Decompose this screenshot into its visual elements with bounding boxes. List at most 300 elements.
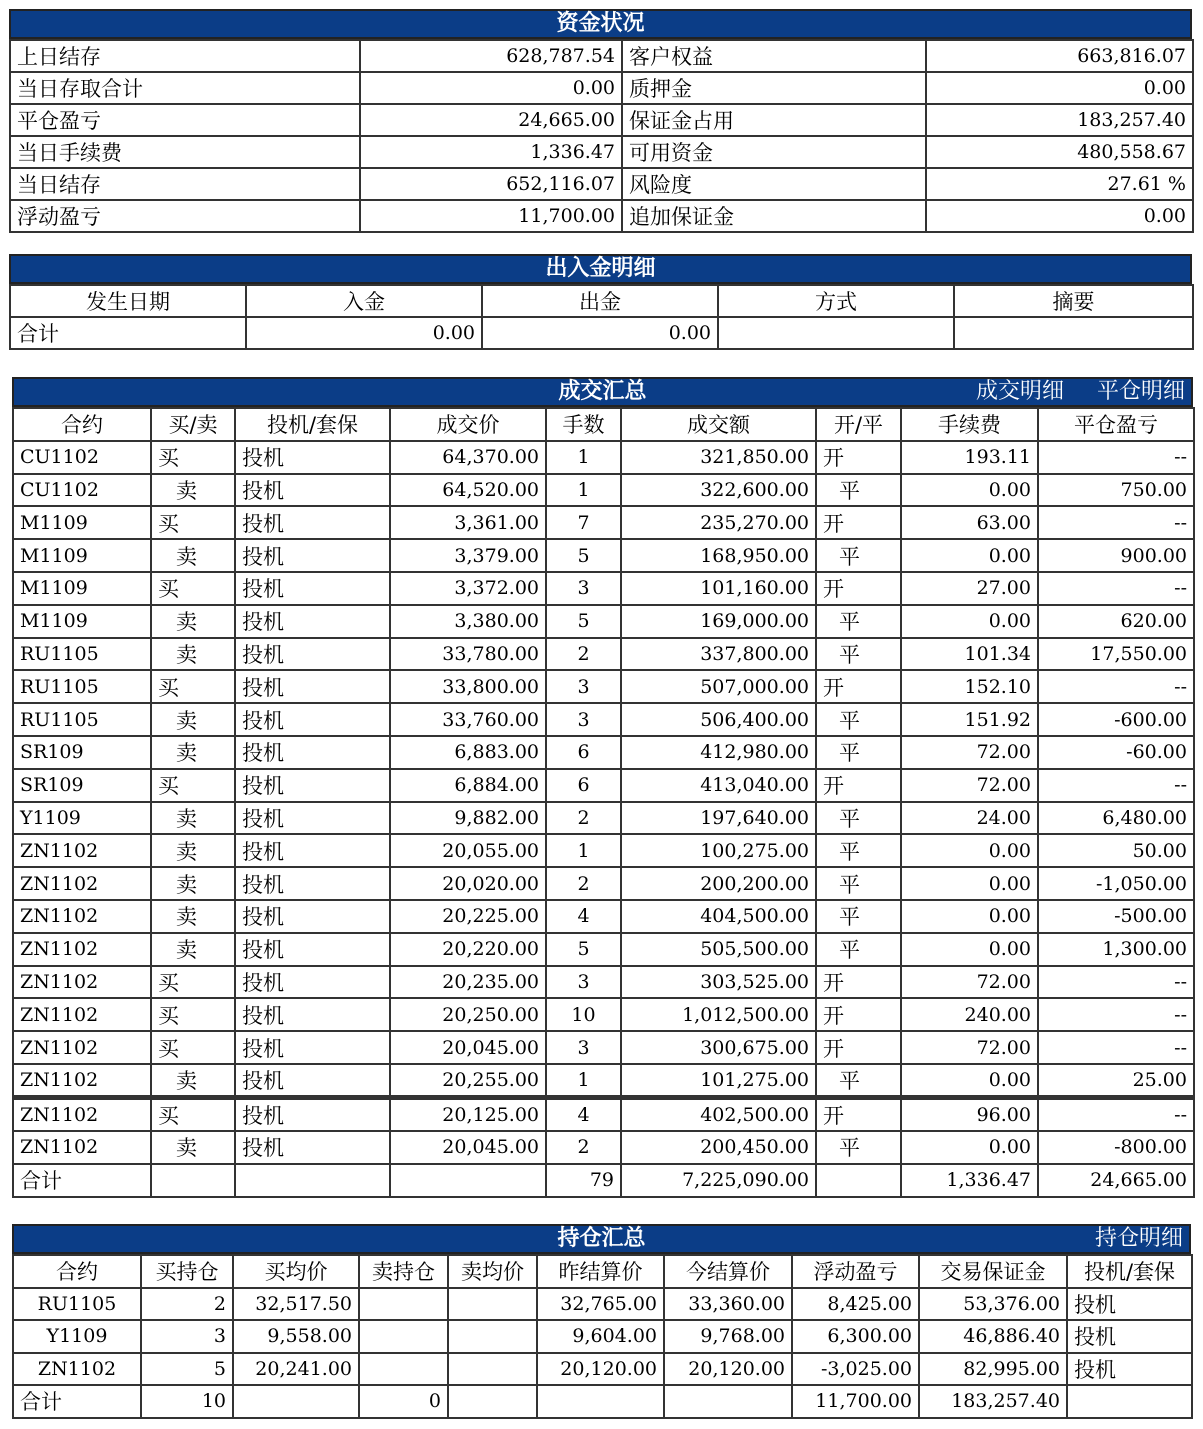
funds-row	[10, 200, 1193, 232]
trade-lots: 3	[546, 670, 621, 703]
trade-lots: 10	[546, 998, 621, 1031]
trade-pnl: 1,300.00	[1038, 933, 1194, 966]
trade-hedge: 投机	[235, 802, 390, 835]
trade-hedge: 投机	[235, 867, 390, 900]
trades-total-contract: 合计	[13, 1164, 151, 1197]
cash-total-out: 0.00	[482, 317, 718, 349]
pos-buy-qty: 2	[141, 1288, 233, 1321]
trade-openclose: 平	[816, 933, 901, 966]
trade-openclose: 开	[816, 670, 901, 703]
trade-price: 20,225.00	[390, 900, 546, 933]
trade-pnl: 17,550.00	[1038, 638, 1194, 671]
funds-value: 480,558.67	[926, 136, 1193, 168]
trade-side: 卖	[151, 703, 235, 736]
pos-prev-settle: 32,765.00	[537, 1288, 664, 1321]
trade-price: 33,800.00	[390, 670, 546, 703]
trade-fee: 96.00	[901, 1097, 1038, 1131]
trade-contract: CU1102	[13, 474, 151, 507]
cash-total-method	[718, 317, 954, 349]
trade-hedge: 投机	[235, 736, 390, 769]
table-row	[13, 638, 1194, 671]
trade-hedge: 投机	[235, 998, 390, 1031]
funds-value: 0.00	[360, 72, 622, 104]
cash-total-row	[10, 317, 1193, 349]
trades-total-row	[13, 1164, 1194, 1197]
cash-table	[9, 284, 1194, 350]
trade-lots: 3	[546, 966, 621, 999]
trades-header-fee: 手续费	[901, 408, 1038, 441]
trade-fee: 0.00	[901, 539, 1038, 572]
trade-side: 卖	[151, 539, 235, 572]
trade-amount: 200,200.00	[621, 867, 816, 900]
table-row	[13, 506, 1194, 539]
funds-value: 652,116.07	[360, 168, 622, 200]
cash-header-row	[10, 285, 1193, 317]
trade-pnl: --	[1038, 441, 1194, 474]
trade-side: 买	[151, 1097, 235, 1131]
trades-header-contract: 合约	[13, 408, 151, 441]
position-detail-link[interactable]: 持仓明细	[1094, 1226, 1183, 1251]
trade-amount: 200,450.00	[621, 1131, 816, 1164]
trade-contract: ZN1102	[13, 933, 151, 966]
trades-total-openclose	[816, 1164, 901, 1197]
trade-fee: 0.00	[901, 1131, 1038, 1164]
positions-header-float-pnl: 浮动盈亏	[792, 1255, 919, 1288]
trade-lots: 2	[546, 1131, 621, 1164]
funds-label: 平仓盈亏	[10, 104, 360, 136]
funds-value: 628,787.54	[360, 40, 622, 72]
trade-side: 卖	[151, 933, 235, 966]
positions-total-prev-settle	[537, 1385, 664, 1418]
trade-price: 33,760.00	[390, 703, 546, 736]
cash-total-in: 0.00	[246, 317, 482, 349]
trade-price: 20,125.00	[390, 1097, 546, 1131]
trade-amount: 1,012,500.00	[621, 998, 816, 1031]
trade-pnl: --	[1038, 670, 1194, 703]
positions-title: 持仓汇总	[557, 1226, 646, 1251]
trade-fee: 63.00	[901, 506, 1038, 539]
table-row	[13, 802, 1194, 835]
table-row	[13, 605, 1194, 638]
funds-table	[9, 39, 1194, 233]
trade-lots: 1	[546, 474, 621, 507]
trade-openclose: 开	[816, 572, 901, 605]
trades-total-amount: 7,225,090.00	[621, 1164, 816, 1197]
trade-side: 卖	[151, 1064, 235, 1098]
table-row	[13, 1097, 1194, 1131]
trades-header-pnl: 平仓盈亏	[1038, 408, 1194, 441]
trade-hedge: 投机	[235, 441, 390, 474]
trade-fee: 72.00	[901, 966, 1038, 999]
pos-contract: RU1105	[13, 1288, 141, 1321]
positions-header-sell-qty: 卖持仓	[359, 1255, 448, 1288]
funds-value: 1,336.47	[360, 136, 622, 168]
positions-header-row	[13, 1255, 1192, 1288]
table-row	[13, 539, 1194, 572]
funds-label: 当日结存	[10, 168, 360, 200]
funds-value: 0.00	[926, 72, 1193, 104]
trade-lots: 5	[546, 539, 621, 572]
trade-contract: RU1105	[13, 703, 151, 736]
table-row	[13, 1031, 1194, 1064]
positions-header-sell-avg: 卖均价	[448, 1255, 537, 1288]
trade-fee: 27.00	[901, 572, 1038, 605]
trades-section	[12, 377, 1193, 1198]
trade-fee: 0.00	[901, 834, 1038, 867]
pos-float-pnl: -3,025.00	[792, 1353, 919, 1386]
trade-amount: 321,850.00	[621, 441, 816, 474]
trade-price: 3,380.00	[390, 605, 546, 638]
trade-lots: 2	[546, 638, 621, 671]
trade-contract: SR109	[13, 769, 151, 802]
trade-pnl: --	[1038, 1097, 1194, 1131]
trade-price: 64,370.00	[390, 441, 546, 474]
trade-fee: 101.34	[901, 638, 1038, 671]
cash-total-label: 合计	[10, 317, 246, 349]
trade-lots: 1	[546, 441, 621, 474]
trades-header-side: 买/卖	[151, 408, 235, 441]
trade-price: 20,220.00	[390, 933, 546, 966]
trade-pnl: -500.00	[1038, 900, 1194, 933]
trade-price: 64,520.00	[390, 474, 546, 507]
trade-price: 20,045.00	[390, 1131, 546, 1164]
pos-margin: 46,886.40	[919, 1320, 1067, 1353]
trade-side: 卖	[151, 834, 235, 867]
trade-contract: ZN1102	[13, 998, 151, 1031]
trade-price: 20,250.00	[390, 998, 546, 1031]
trade-fee: 0.00	[901, 867, 1038, 900]
positions-total-float-pnl: 11,700.00	[792, 1385, 919, 1418]
trade-amount: 100,275.00	[621, 834, 816, 867]
funds-label: 客户权益	[622, 40, 926, 72]
pos-settle: 9,768.00	[664, 1320, 792, 1353]
positions-header-contract: 合约	[13, 1255, 141, 1288]
trade-side: 卖	[151, 867, 235, 900]
funds-value: 183,257.40	[926, 104, 1193, 136]
pos-sell-qty	[359, 1288, 448, 1321]
trade-price: 20,255.00	[390, 1064, 546, 1098]
trade-amount: 101,160.00	[621, 572, 816, 605]
trade-contract: M1109	[13, 605, 151, 638]
trade-side: 卖	[151, 638, 235, 671]
cash-header-out: 出金	[482, 285, 718, 317]
trade-side: 卖	[151, 605, 235, 638]
trades-total-lots: 79	[546, 1164, 621, 1197]
funds-label: 质押金	[622, 72, 926, 104]
trade-pnl: -600.00	[1038, 703, 1194, 736]
trade-pnl: --	[1038, 506, 1194, 539]
pos-contract: ZN1102	[13, 1353, 141, 1386]
trade-fee: 240.00	[901, 998, 1038, 1031]
positions-total-settle	[664, 1385, 792, 1418]
positions-total-sell-qty: 0	[359, 1385, 448, 1418]
trade-pnl: 6,480.00	[1038, 802, 1194, 835]
trade-pnl: 50.00	[1038, 834, 1194, 867]
trade-price: 20,055.00	[390, 834, 546, 867]
trades-header-amount: 成交额	[621, 408, 816, 441]
trade-amount: 402,500.00	[621, 1097, 816, 1131]
table-row	[13, 769, 1194, 802]
trade-pnl: -800.00	[1038, 1131, 1194, 1164]
table-row	[13, 966, 1194, 999]
trade-hedge: 投机	[235, 1064, 390, 1098]
trade-amount: 322,600.00	[621, 474, 816, 507]
pos-sell-qty	[359, 1320, 448, 1353]
trade-side: 买	[151, 998, 235, 1031]
trade-price: 9,882.00	[390, 802, 546, 835]
pos-buy-avg: 32,517.50	[233, 1288, 359, 1321]
trade-side: 卖	[151, 802, 235, 835]
pos-float-pnl: 6,300.00	[792, 1320, 919, 1353]
trade-amount: 404,500.00	[621, 900, 816, 933]
trade-fee: 72.00	[901, 769, 1038, 802]
pos-sell-qty	[359, 1353, 448, 1386]
trade-hedge: 投机	[235, 638, 390, 671]
trade-amount: 412,980.00	[621, 736, 816, 769]
funds-label: 保证金占用	[622, 104, 926, 136]
funds-title: 资金状况	[9, 9, 1192, 39]
table-row	[13, 900, 1194, 933]
trade-amount: 507,000.00	[621, 670, 816, 703]
trade-fee: 151.92	[901, 703, 1038, 736]
trade-fee: 72.00	[901, 736, 1038, 769]
table-row	[13, 1288, 1192, 1321]
trade-pnl: 900.00	[1038, 539, 1194, 572]
trade-pnl: --	[1038, 769, 1194, 802]
trade-openclose: 平	[816, 474, 901, 507]
trade-side: 买	[151, 441, 235, 474]
trade-side: 买	[151, 966, 235, 999]
table-row	[13, 834, 1194, 867]
trade-hedge: 投机	[235, 900, 390, 933]
trade-contract: ZN1102	[13, 1031, 151, 1064]
trade-lots: 2	[546, 867, 621, 900]
trade-price: 6,883.00	[390, 736, 546, 769]
trade-pnl: -1,050.00	[1038, 867, 1194, 900]
trades-total-fee: 1,336.47	[901, 1164, 1038, 1197]
trade-fee: 152.10	[901, 670, 1038, 703]
trade-openclose: 开	[816, 441, 901, 474]
trades-header-openclose: 开/平	[816, 408, 901, 441]
funds-label: 当日存取合计	[10, 72, 360, 104]
positions-total-buy-qty: 10	[141, 1385, 233, 1418]
trade-openclose: 平	[816, 605, 901, 638]
funds-row	[10, 40, 1193, 72]
trades-header-row	[13, 408, 1194, 441]
funds-value: 11,700.00	[360, 200, 622, 232]
pos-hedge: 投机	[1067, 1320, 1192, 1353]
trades-header-hedge: 投机/套保	[235, 408, 390, 441]
trade-amount: 505,500.00	[621, 933, 816, 966]
pos-buy-avg: 9,558.00	[233, 1320, 359, 1353]
funds-row	[10, 168, 1193, 200]
trade-hedge: 投机	[235, 933, 390, 966]
cash-header-method: 方式	[718, 285, 954, 317]
positions-total-row	[13, 1385, 1192, 1418]
trades-title: 成交汇总	[558, 379, 647, 404]
trade-hedge: 投机	[235, 572, 390, 605]
trade-pnl: --	[1038, 966, 1194, 999]
trade-side: 买	[151, 769, 235, 802]
funds-value: 0.00	[926, 200, 1193, 232]
trade-openclose: 平	[816, 638, 901, 671]
pos-float-pnl: 8,425.00	[792, 1288, 919, 1321]
trades-header-price: 成交价	[390, 408, 546, 441]
trade-detail-link[interactable]: 成交明细	[975, 379, 1064, 404]
funds-section	[9, 9, 1192, 233]
trade-amount: 101,275.00	[621, 1064, 816, 1098]
trade-contract: ZN1102	[13, 1064, 151, 1098]
trade-fee: 24.00	[901, 802, 1038, 835]
positions-header-hedge: 投机/套保	[1067, 1255, 1192, 1288]
funds-label: 当日手续费	[10, 136, 360, 168]
close-detail-link[interactable]: 平仓明细	[1096, 379, 1185, 404]
trade-pnl: 620.00	[1038, 605, 1194, 638]
trade-contract: SR109	[13, 736, 151, 769]
cash-total-memo	[954, 317, 1193, 349]
funds-row	[10, 104, 1193, 136]
trade-lots: 3	[546, 703, 621, 736]
trade-fee: 0.00	[901, 1064, 1038, 1098]
trade-fee: 0.00	[901, 474, 1038, 507]
trade-hedge: 投机	[235, 474, 390, 507]
trade-amount: 300,675.00	[621, 1031, 816, 1064]
trade-amount: 235,270.00	[621, 506, 816, 539]
funds-value: 663,816.07	[926, 40, 1193, 72]
trades-total-side	[151, 1164, 235, 1197]
positions-total-buy-avg	[233, 1385, 359, 1418]
trade-pnl: --	[1038, 572, 1194, 605]
funds-label: 浮动盈亏	[10, 200, 360, 232]
pos-prev-settle: 9,604.00	[537, 1320, 664, 1353]
table-row	[13, 998, 1194, 1031]
trade-side: 卖	[151, 474, 235, 507]
pos-buy-qty: 5	[141, 1353, 233, 1386]
trade-lots: 6	[546, 736, 621, 769]
trade-side: 买	[151, 572, 235, 605]
funds-label: 上日结存	[10, 40, 360, 72]
table-row	[13, 441, 1194, 474]
positions-title-bar	[12, 1224, 1191, 1254]
table-row	[13, 670, 1194, 703]
trade-openclose: 开	[816, 1031, 901, 1064]
trade-contract: ZN1102	[13, 1097, 151, 1131]
trade-pnl: -60.00	[1038, 736, 1194, 769]
trade-pnl: 750.00	[1038, 474, 1194, 507]
trade-amount: 337,800.00	[621, 638, 816, 671]
trade-hedge: 投机	[235, 703, 390, 736]
trade-side: 卖	[151, 1131, 235, 1164]
trade-openclose: 开	[816, 966, 901, 999]
trade-hedge: 投机	[235, 1097, 390, 1131]
trade-hedge: 投机	[235, 539, 390, 572]
trade-lots: 1	[546, 1064, 621, 1098]
trade-openclose: 开	[816, 506, 901, 539]
pos-hedge: 投机	[1067, 1288, 1192, 1321]
pos-contract: Y1109	[13, 1320, 141, 1353]
trade-lots: 3	[546, 572, 621, 605]
trade-hedge: 投机	[235, 966, 390, 999]
trade-lots: 5	[546, 933, 621, 966]
trade-side: 卖	[151, 736, 235, 769]
table-row	[13, 933, 1194, 966]
table-row	[13, 1131, 1194, 1164]
trade-openclose: 平	[816, 802, 901, 835]
trade-openclose: 平	[816, 1131, 901, 1164]
pos-margin: 53,376.00	[919, 1288, 1067, 1321]
funds-label: 风险度	[622, 168, 926, 200]
trade-side: 卖	[151, 900, 235, 933]
trade-amount: 303,525.00	[621, 966, 816, 999]
funds-row	[10, 72, 1193, 104]
pos-sell-avg	[448, 1288, 537, 1321]
trade-fee: 0.00	[901, 933, 1038, 966]
trade-lots: 5	[546, 605, 621, 638]
trades-total-hedge	[235, 1164, 390, 1197]
trade-fee: 0.00	[901, 900, 1038, 933]
trade-amount: 169,000.00	[621, 605, 816, 638]
cash-title: 出入金明细	[9, 254, 1192, 284]
trade-contract: Y1109	[13, 802, 151, 835]
trade-contract: ZN1102	[13, 1131, 151, 1164]
funds-label: 可用资金	[622, 136, 926, 168]
trade-contract: M1109	[13, 506, 151, 539]
trade-price: 33,780.00	[390, 638, 546, 671]
trade-fee: 0.00	[901, 605, 1038, 638]
trade-lots: 4	[546, 1097, 621, 1131]
trade-lots: 1	[546, 834, 621, 867]
table-row	[13, 1064, 1194, 1098]
trade-amount: 197,640.00	[621, 802, 816, 835]
cash-header-in: 入金	[246, 285, 482, 317]
table-row	[13, 474, 1194, 507]
trade-contract: M1109	[13, 572, 151, 605]
funds-value: 27.61 %	[926, 168, 1193, 200]
trade-openclose: 平	[816, 703, 901, 736]
positions-total-margin: 183,257.40	[919, 1385, 1067, 1418]
positions-total-hedge	[1067, 1385, 1192, 1418]
pos-sell-avg	[448, 1353, 537, 1386]
pos-prev-settle: 20,120.00	[537, 1353, 664, 1386]
trade-side: 买	[151, 1031, 235, 1064]
positions-section	[12, 1224, 1191, 1419]
pos-buy-avg: 20,241.00	[233, 1353, 359, 1386]
trade-price: 3,379.00	[390, 539, 546, 572]
table-row	[13, 1320, 1192, 1353]
trade-fee: 193.11	[901, 441, 1038, 474]
pos-hedge: 投机	[1067, 1353, 1192, 1386]
positions-header-buy-qty: 买持仓	[141, 1255, 233, 1288]
trade-side: 买	[151, 670, 235, 703]
trade-contract: ZN1102	[13, 966, 151, 999]
cash-header-memo: 摘要	[954, 285, 1193, 317]
trade-contract: RU1105	[13, 638, 151, 671]
trade-pnl: --	[1038, 1031, 1194, 1064]
trade-openclose: 平	[816, 834, 901, 867]
trade-openclose: 平	[816, 1064, 901, 1098]
trade-amount: 506,400.00	[621, 703, 816, 736]
trade-hedge: 投机	[235, 605, 390, 638]
trade-contract: ZN1102	[13, 867, 151, 900]
pos-sell-avg	[448, 1320, 537, 1353]
table-row	[13, 572, 1194, 605]
trade-fee: 72.00	[901, 1031, 1038, 1064]
trade-contract: RU1105	[13, 670, 151, 703]
positions-header-settle: 今结算价	[664, 1255, 792, 1288]
positions-header-prev-settle: 昨结算价	[537, 1255, 664, 1288]
trade-hedge: 投机	[235, 834, 390, 867]
trade-hedge: 投机	[235, 1131, 390, 1164]
